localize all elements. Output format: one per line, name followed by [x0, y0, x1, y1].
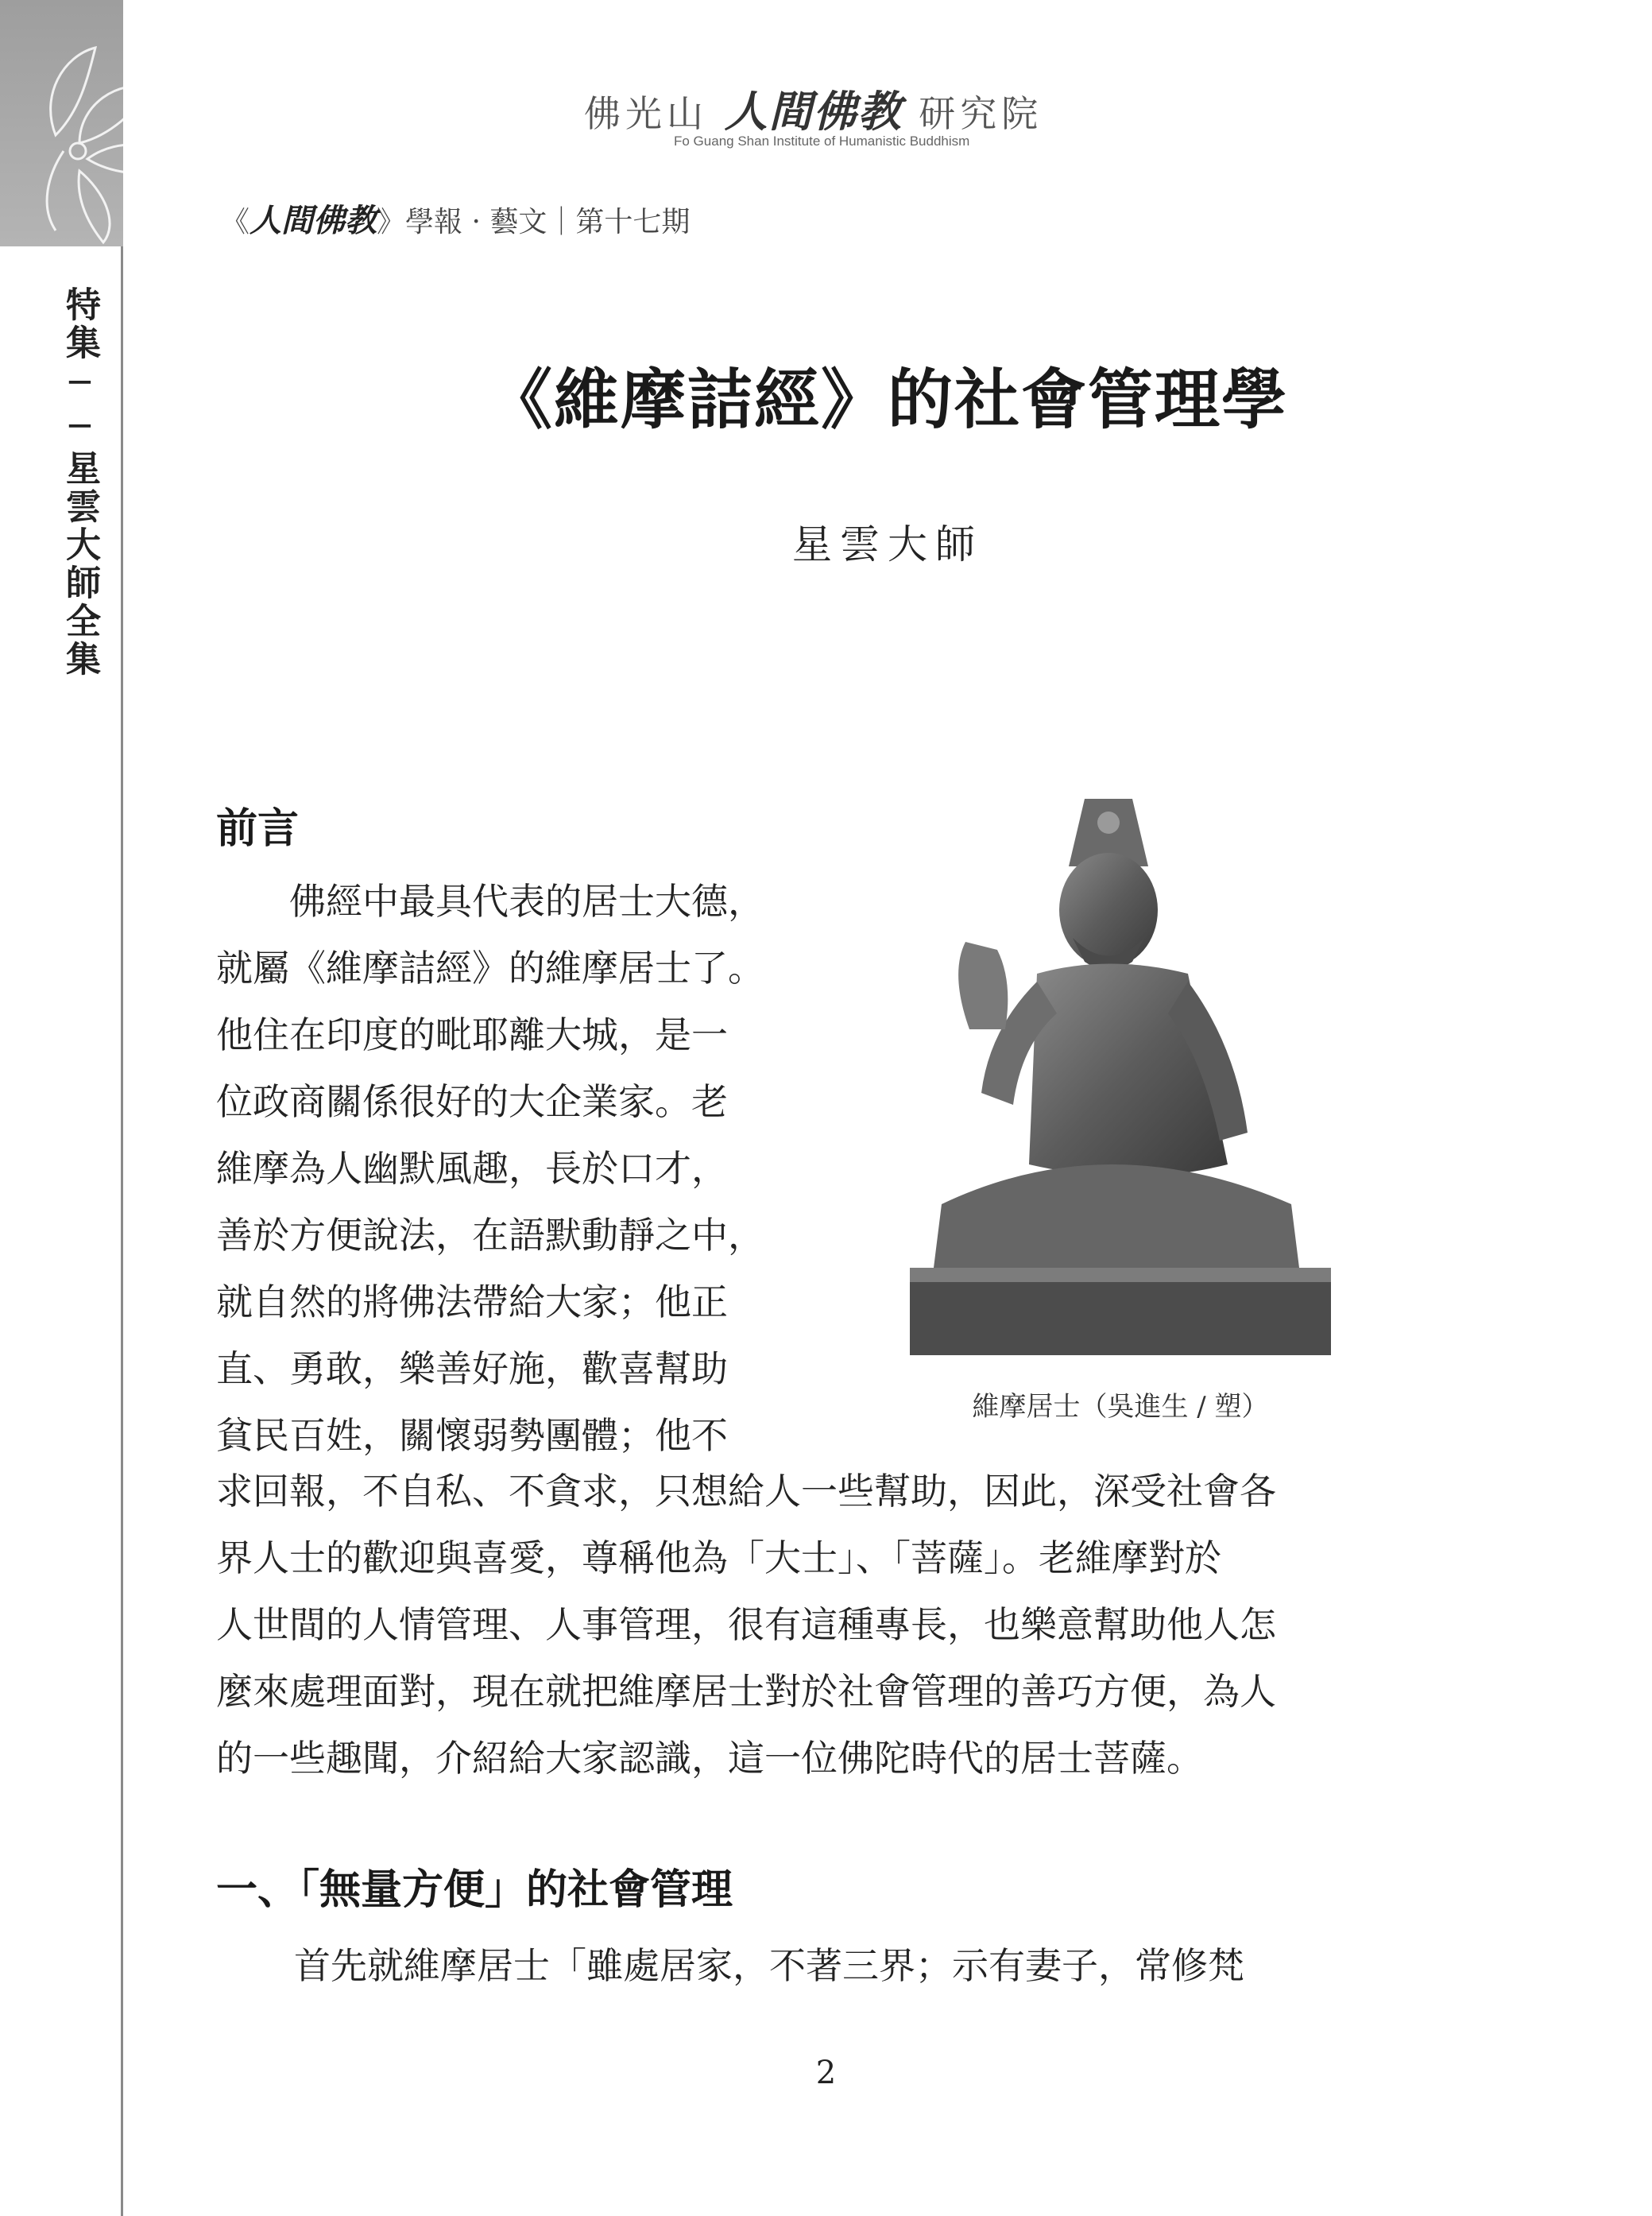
- sidebar-title: 特集──星雲大師全集: [60, 286, 100, 679]
- text-line: 直、勇敢，樂善好施，歡喜幫助: [216, 1347, 728, 1390]
- lotus-flower-icon: [32, 32, 246, 246]
- journal-header: [221, 196, 936, 241]
- institute-suffix: 研究院: [919, 92, 1043, 135]
- journal-open-bracket: 《: [221, 206, 250, 238]
- institute-name: [584, 78, 1140, 139]
- article-title: 《維摩詰經》的社會管理學: [486, 362, 1288, 438]
- journal-issue: 》學報 · 藝文｜第十七期: [377, 206, 691, 238]
- text-line: 貧民百姓，關懷弱勢團體；他不: [216, 1414, 728, 1457]
- section-1-paragraph: 首先就維摩居士「雖處居家，不著三界；示有妻子，常修梵: [294, 1944, 1244, 1987]
- journal-brush-logo: 人間佛教: [250, 202, 377, 239]
- institute-prefix: 佛光山: [584, 92, 708, 135]
- page-number: 2: [815, 2055, 837, 2091]
- institute-brush-logo: 人間佛教: [724, 86, 903, 137]
- institute-name-english: Fo Guang Shan Institute of Humanistic Buddhism: [674, 134, 970, 149]
- text-line: 維摩為人幽默風趣，長於口才，: [216, 1147, 728, 1190]
- text-line: 麼來處理面對，現在就把維摩居士對於社會管理的善巧方便，為人: [216, 1670, 1276, 1713]
- text-line: 界人士的歡迎與喜愛，尊稱他為「大士」、「菩薩」。老維摩對於: [216, 1536, 1221, 1579]
- intro-paragraph-continued: [216, 1458, 1392, 1792]
- text-line: 他住在印度的毗耶離大城，是一: [216, 1013, 728, 1056]
- text-line: 就屬《維摩詰經》的維摩居士了。: [216, 947, 764, 990]
- section-heading-1: 一、「無量方便」的社會管理: [216, 1866, 733, 1914]
- text-line: 的一些趣聞，介紹給大家認識，這一位佛陀時代的居士菩薩。: [216, 1737, 1203, 1780]
- text-line: 位政商關係很好的大企業家。老: [216, 1080, 728, 1123]
- text-line: 人世間的人情管理、人事管理，很有這種專長，也樂意幫助他人怎: [216, 1603, 1276, 1646]
- text-line: 就自然的將佛法帶給大家；他正: [216, 1280, 728, 1323]
- figure-caption: 維摩居士（吳進生 / 塑）: [972, 1391, 1269, 1423]
- statue-photo: [894, 791, 1347, 1371]
- text-line: 求回報，不自私、不貪求，只想給人一些幫助，因此，深受社會各: [216, 1470, 1276, 1513]
- article-author: 星雲大師: [792, 521, 983, 568]
- section-heading-intro: 前言: [216, 805, 300, 853]
- intro-paragraph: [216, 868, 814, 1469]
- text-line: 佛經中最具代表的居士大德，: [216, 880, 764, 923]
- text-line: 善於方便說法，在語默動靜之中，: [216, 1214, 764, 1257]
